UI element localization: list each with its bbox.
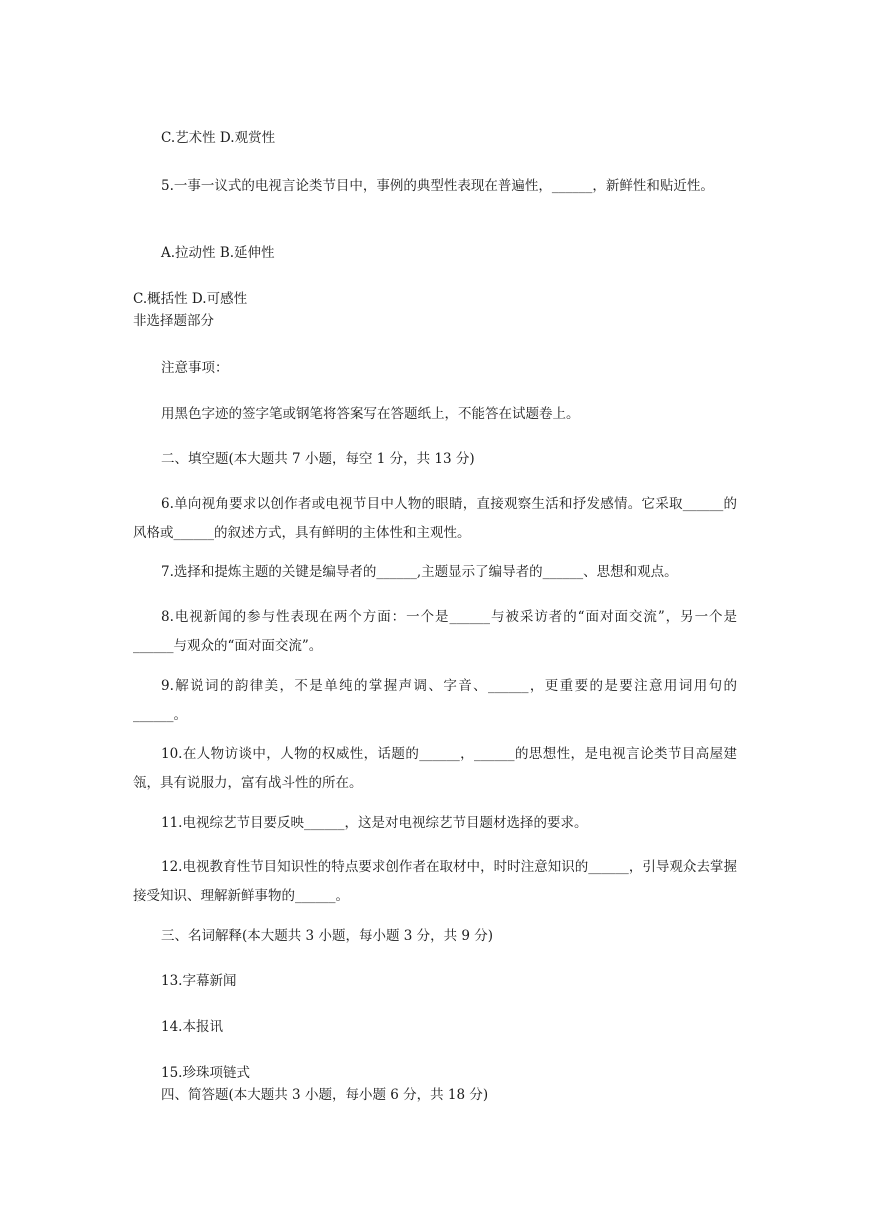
question-7: 7.选择和提炼主题的关键是编导者的______,主题显示了编导者的______、思想和观点。 [161,564,678,580]
question-10: 10.在人物访谈中，人物的权威性，话题的______，______的思想性，是电视言论类节目高屋建瓴，具有说服力，富有战斗性的所在。 [133,746,737,791]
question-14: 14.本报讯 [161,1019,223,1035]
notice-title: 注意事项： [161,360,229,376]
question-6: 6.单向视角要求以创作者或电视节目中人物的眼睛，直接观察生活和抒发感情。它采取______的风格或______的叙述方式，具有鲜明的主体性和主观性。 [133,496,737,541]
part-title: 非选择题部分 [133,313,214,329]
question-8: 8.电视新闻的参与性表现在两个方面：一个是______与被采访者的“面对面交流”，另一个是______与观众的“面对面交流”。 [133,609,737,654]
q5-options-cd: C.概括性 D.可感性 [133,291,248,307]
q4-options-cd: C.艺术性 D.观赏性 [161,130,276,146]
question-11: 11.电视综艺节目要反映______，这是对电视综艺节目题材选择的要求。 [161,815,588,831]
question-12: 12.电视教育性节目知识性的特点要求创作者在取材中，时时注意知识的______，引导观众去掌握接受知识、理解新鲜事物的______。 [133,859,737,904]
question-13: 13.字幕新闻 [161,973,237,989]
question-9: 9.解说词的韵律美，不是单纯的掌握声调、字音、______，更重要的是要注意用词用句的______。 [133,678,737,723]
section-2-title: 二、填空题(本大题共 7 小题，每空 1 分，共 13 分) [161,451,475,467]
q5-options-ab: A.拉动性 B.延伸性 [161,245,275,261]
section-3-title: 三、名词解释(本大题共 3 小题，每小题 3 分，共 9 分) [161,928,494,944]
section-4-title: 四、简答题(本大题共 3 小题，每小题 6 分，共 18 分) [161,1087,489,1103]
question-5: 5.一事一议式的电视言论类节目中，事例的典型性表现在普遍性，______，新鲜性和贴近性。 [161,178,714,194]
notice-text: 用黑色字迹的签字笔或钢笔将答案写在答题纸上，不能答在试题卷上。 [161,406,580,422]
question-15: 15.珍珠项链式 [161,1065,250,1081]
